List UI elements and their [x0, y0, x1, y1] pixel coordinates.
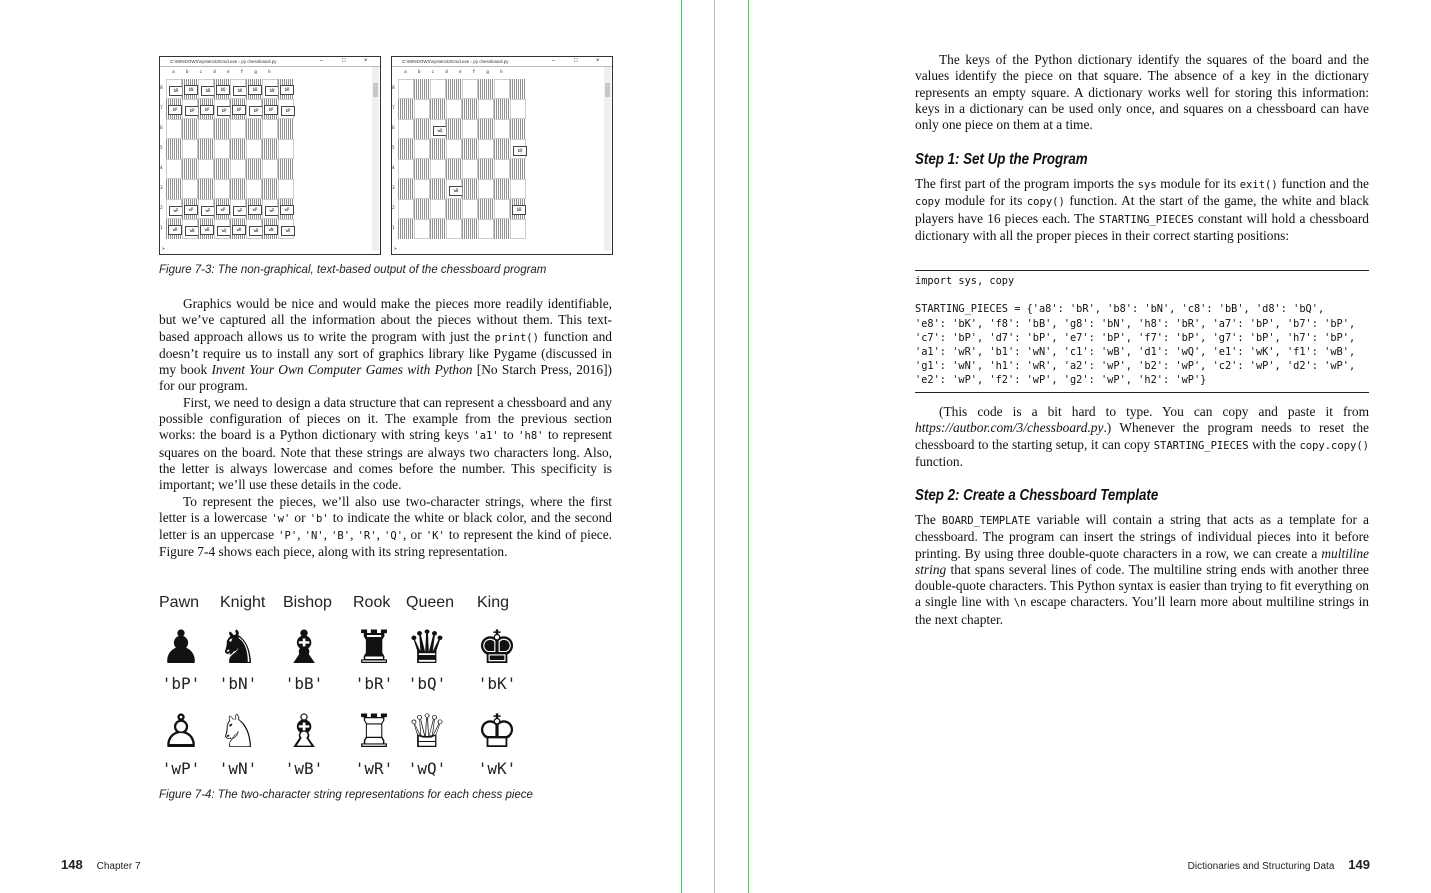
- rank-label: 1: [392, 226, 395, 231]
- console-titlebar: [160, 57, 380, 67]
- board-square: [246, 199, 262, 219]
- paragraph: The keys of the Python dictionary identify the squares of the board and the values identify the piece on that square. The absence of a key in the dictionary represents an empty square. A dictionary works well for storing this information: keys in a dictionary can be used only once, and squares on a chessboard can have only one piece on them at a time.: [915, 52, 1369, 133]
- board-square: [414, 79, 430, 99]
- board-square: [414, 219, 430, 239]
- black-king-icon: ♚: [476, 620, 518, 674]
- console-screenshot-midgame: [391, 56, 613, 255]
- board-square: [462, 119, 478, 139]
- board-square: [398, 79, 414, 99]
- piece-label: bP: [264, 105, 278, 115]
- board-columns: abcdefgh: [404, 70, 514, 75]
- board-square: [462, 79, 478, 99]
- board-square: [278, 139, 294, 159]
- board-square: [478, 139, 494, 159]
- board-square: [246, 79, 262, 99]
- board-square: [182, 139, 198, 159]
- rank-label: 2: [160, 206, 163, 211]
- rank-label: 2: [392, 206, 395, 211]
- rank-label: 1: [160, 226, 163, 231]
- board-columns: abcdefgh: [172, 70, 282, 75]
- white-rook-icon: ♖: [353, 704, 395, 758]
- board-square: [478, 99, 494, 119]
- piece-name: Bishop: [283, 594, 332, 611]
- piece-label: bQ: [513, 146, 527, 156]
- rank-label: 3: [160, 186, 163, 191]
- piece-label: bP: [217, 106, 231, 116]
- piece-label: bB: [248, 85, 262, 95]
- board-square: [214, 99, 230, 119]
- piece-label: wP: [265, 206, 279, 216]
- paragraph: First, we need to design a data structure that can represent a chessboard and any possible configuration of pieces on it. The example from the previous section works: the board is a Python dictionary with string keys 'a1' to 'h8' to represent squares on the board. Note that these strings are always two characters long. Also, the letter is always lowercase and comes before the number. This specificity is important; we’ll use these details in the code.: [159, 394, 612, 493]
- page-footer-right: [1188, 857, 1370, 872]
- piece-label: bN: [265, 86, 279, 96]
- board-square: [182, 99, 198, 119]
- piece-code: 'wK': [477, 759, 517, 778]
- board-square: [166, 79, 182, 99]
- code-line: 'g1': 'wN', 'h1': 'wR', 'a2': 'wP', 'b2': 'wP', 'c2': 'wP', 'd2': 'wP',: [915, 360, 1356, 373]
- board-square: [246, 119, 262, 139]
- board-square: [262, 99, 278, 119]
- right-body-text: [915, 176, 1369, 244]
- black-knight-icon: ♞: [217, 620, 259, 674]
- board-square: [166, 199, 182, 219]
- section-heading-step-1: Step 1: Set Up the Program: [915, 151, 1088, 168]
- board-square: [262, 79, 278, 99]
- board-square: [230, 119, 246, 139]
- board-square: [430, 119, 446, 139]
- board-square: [414, 199, 430, 219]
- rank-label: 7: [392, 106, 395, 111]
- paragraph: To represent the pieces, we’ll also use two-character strings, where the first letter is a lowercase 'w' or 'b' to indicate the white or black color, and the second letter is an uppercase 'P', 'N', 'B', 'R', 'Q', or 'K' to represent the kind of piece. Figure 7-4 shows each piece, along with its string representation.: [159, 493, 613, 560]
- board-square: [214, 119, 230, 139]
- piece-code: 'wP': [161, 759, 201, 778]
- console-prompt: >: [394, 247, 397, 252]
- paragraph: Graphics would be nice and would make the pieces more readily identifiable, but we’ve captured all the information about the pieces without them. This text-based approach allows us to write the program with just the print() function and doesn’t require us to install any sort of graphics library like Pygame (discussed in my book Invent Your Own Computer Games with Python [No Starch Press, 2016]) for our program.: [159, 296, 613, 394]
- piece-code: 'bQ': [407, 674, 447, 693]
- board-square: [214, 199, 230, 219]
- white-knight-icon: ♘: [217, 704, 259, 758]
- paragraph: (This code is a bit hard to type. You can copy and paste it from https://autbor.com/3/chessboard.py.) Whenever the program needs to reset the chessboard to the starting setup, it can copy STARTING_PIECES with the copy.copy() function.: [915, 404, 1369, 469]
- rank-label: 5: [392, 146, 395, 151]
- piece-label: wP: [201, 206, 215, 216]
- board-square: [398, 159, 414, 179]
- console-screenshot-start: [159, 56, 381, 255]
- url-link: https://autbor.com/3/chessboard.py: [915, 420, 1104, 436]
- piece-label: bR: [280, 85, 294, 95]
- board-square: [494, 179, 510, 199]
- console-prompt: >: [162, 247, 165, 252]
- black-rook-icon: ♜: [353, 620, 395, 674]
- piece-name: Knight: [220, 594, 266, 611]
- board-square: [494, 199, 510, 219]
- piece-label: wP: [216, 205, 230, 215]
- code-line: 'e2': 'wP', 'f2': 'wP', 'g2': 'wP', 'h2': 'wP'}: [915, 374, 1207, 387]
- board-square: [278, 199, 294, 219]
- board-square: [446, 119, 462, 139]
- board-square: [494, 79, 510, 99]
- board-square: [278, 219, 294, 239]
- board-square: [278, 119, 294, 139]
- board-square: [414, 179, 430, 199]
- code-listing: [915, 270, 1369, 393]
- white-king-icon: ♔: [476, 704, 518, 758]
- board-square: [198, 199, 214, 219]
- board-square: [246, 139, 262, 159]
- section-heading-step-2: Step 2: Create a Chessboard Template: [915, 487, 1159, 504]
- board-square: [446, 99, 462, 119]
- piece-code: 'wN': [218, 759, 258, 778]
- board-square: [414, 119, 430, 139]
- board-square: [430, 99, 446, 119]
- board-square: [462, 199, 478, 219]
- board-square: [510, 219, 526, 239]
- board-square: [494, 119, 510, 139]
- piece-label: wB: [449, 186, 463, 196]
- piece-label: bP: [200, 105, 214, 115]
- piece-label: wP: [169, 206, 183, 216]
- board-square: [430, 179, 446, 199]
- board-square: [166, 179, 182, 199]
- board-square: [462, 219, 478, 239]
- board-square: [398, 139, 414, 159]
- board-square: [262, 199, 278, 219]
- board-square: [462, 179, 478, 199]
- piece-code: 'bN': [218, 674, 258, 693]
- paragraph: The BOARD_TEMPLATE variable will contain a string that acts as a template for a chessboard. The program can insert the strings of individual pieces into it before printing. By using three double-quote characters in a row, we can create a multiline string that spans several lines of code. The multiline string ends with another three double-quote characters. This Python syntax is easier than trying to fit everything on a single line with \n escape characters. You’ll learn more about multiline strings in the next chapter.: [915, 512, 1370, 627]
- board-square: [462, 139, 478, 159]
- board-square: [510, 159, 526, 179]
- board-square: [214, 179, 230, 199]
- board-square: [446, 139, 462, 159]
- board-square: [198, 159, 214, 179]
- piece-label: bP: [249, 106, 263, 116]
- rank-label: 7: [160, 106, 163, 111]
- piece-label: wB: [200, 225, 214, 235]
- board-square: [198, 99, 214, 119]
- maximize-icon: □: [574, 58, 578, 64]
- board-square: [166, 119, 182, 139]
- board-square: [478, 179, 494, 199]
- board-square: [398, 99, 414, 119]
- piece-label: wR: [281, 226, 295, 236]
- board-square: [230, 99, 246, 119]
- rank-label: 4: [392, 166, 395, 171]
- board-square: [414, 99, 430, 119]
- board-square: [446, 199, 462, 219]
- board-square: [182, 79, 198, 99]
- piece-label: wP: [184, 205, 198, 215]
- piece-label: wK: [232, 225, 246, 235]
- scrollbar-thumb: [605, 83, 610, 97]
- board-square: [198, 179, 214, 199]
- right-body-text: [915, 52, 1369, 133]
- board-square: [494, 159, 510, 179]
- piece-label: bP: [185, 106, 199, 116]
- code-line: 'a1': 'wR', 'b1': 'wN', 'c1': 'wB', 'd1': 'wQ', 'e1': 'wK', 'f1': 'wB',: [915, 346, 1356, 359]
- board-square: [182, 119, 198, 139]
- close-icon: ×: [596, 58, 600, 64]
- code-line: [915, 288, 1369, 302]
- board-square: [398, 199, 414, 219]
- piece-label: wB: [249, 226, 263, 236]
- board-square: [446, 79, 462, 99]
- board-square: [262, 159, 278, 179]
- gutter-line-left: [681, 0, 682, 893]
- piece-name: Pawn: [159, 594, 200, 611]
- board-square: [510, 139, 526, 159]
- rank-label: 5: [160, 146, 163, 151]
- board-square: [182, 159, 198, 179]
- board-square: [414, 159, 430, 179]
- white-queen-icon: ♕: [406, 704, 448, 758]
- board-square: [198, 219, 214, 239]
- piece-label: bK: [233, 86, 247, 96]
- piece-label: bR: [169, 86, 183, 96]
- left-page: [0, 0, 680, 893]
- board-square: [262, 179, 278, 199]
- code-line: import sys, copy: [915, 275, 1015, 287]
- board-square: [510, 179, 526, 199]
- white-pawn-icon: ♙: [160, 704, 202, 758]
- text-board: [160, 79, 294, 239]
- piece-label: bQ: [216, 85, 230, 95]
- piece-label: wP: [248, 205, 262, 215]
- board-square: [414, 139, 430, 159]
- piece-label: wN: [185, 226, 199, 236]
- close-icon: ×: [364, 58, 368, 64]
- board-square: [166, 139, 182, 159]
- minimize-icon: –: [320, 58, 324, 64]
- page-number: 149: [1348, 857, 1370, 872]
- board-square: [246, 219, 262, 239]
- piece-label: wN: [264, 225, 278, 235]
- piece-label: bB: [512, 205, 526, 215]
- board-square: [398, 119, 414, 139]
- board-square: [182, 179, 198, 199]
- board-square: [166, 219, 182, 239]
- board-square: [494, 99, 510, 119]
- right-body-text: [915, 512, 1369, 628]
- board-square: [230, 159, 246, 179]
- piece-code: 'bB': [284, 674, 324, 693]
- console-title: C:\WINDOWS\system32\cmd.exe - py chessboard.py: [402, 59, 509, 64]
- code-line: 'c7': 'bP', 'd7': 'bP', 'e7': 'bP', 'f7': 'bP', 'g7': 'bP', 'h7': 'bP',: [915, 331, 1356, 344]
- board-square: [166, 99, 182, 119]
- board-square: [446, 219, 462, 239]
- text-board: [392, 79, 526, 239]
- right-body-text: [915, 404, 1369, 470]
- board-square: [510, 199, 526, 219]
- board-square: [462, 99, 478, 119]
- running-head: Dictionaries and Structuring Data: [1187, 861, 1335, 872]
- board-square: [510, 79, 526, 99]
- piece-label: wR: [168, 225, 182, 235]
- board-square: [478, 79, 494, 99]
- black-queen-icon: ♛: [406, 620, 448, 674]
- console-title: C:\WINDOWS\system32\cmd.exe - py chessboard.py: [170, 59, 277, 64]
- board-square: [166, 159, 182, 179]
- board-square: [478, 219, 494, 239]
- scrollbar: [372, 67, 379, 251]
- piece-code: 'bR': [354, 674, 394, 693]
- scrollbar-thumb: [373, 83, 378, 97]
- board-square: [462, 159, 478, 179]
- console-titlebar: [392, 57, 612, 67]
- board-square: [214, 139, 230, 159]
- board-square: [182, 199, 198, 219]
- black-bishop-icon: ♝: [283, 620, 325, 674]
- board-square: [198, 119, 214, 139]
- figure-caption-7-4: Figure 7-4: The two-character string representations for each chess piece: [159, 789, 533, 801]
- board-square: [494, 219, 510, 239]
- rank-label: 3: [392, 186, 395, 191]
- board-square: [182, 219, 198, 239]
- board-square: [430, 139, 446, 159]
- board-square: [510, 119, 526, 139]
- piece-label: bB: [201, 86, 215, 96]
- piece-label: wP: [233, 206, 247, 216]
- piece-code: 'wQ': [407, 759, 447, 778]
- board-square: [246, 159, 262, 179]
- board-square: [278, 99, 294, 119]
- board-square: [278, 159, 294, 179]
- board-square: [430, 219, 446, 239]
- board-square: [262, 139, 278, 159]
- gutter-line-center: [714, 0, 715, 893]
- piece-name: King: [477, 594, 510, 611]
- board-square: [198, 79, 214, 99]
- board-square: [478, 119, 494, 139]
- board-square: [278, 179, 294, 199]
- running-head: Chapter 7: [96, 861, 141, 872]
- rank-label: 8: [160, 86, 163, 91]
- chess-pieces-figure: [159, 594, 539, 784]
- piece-code: 'bP': [161, 674, 201, 693]
- rank-label: 8: [392, 86, 395, 91]
- board-square: [230, 179, 246, 199]
- maximize-icon: □: [342, 58, 346, 64]
- board-square: [214, 79, 230, 99]
- piece-label: wP: [280, 205, 294, 215]
- board-square: [430, 79, 446, 99]
- code-line: 'e8': 'bK', 'f8': 'bB', 'g8': 'bN', 'h8': 'bR', 'a7': 'bP', 'b7': 'bP',: [915, 317, 1356, 330]
- piece-code: 'wR': [354, 759, 394, 778]
- scrollbar: [604, 67, 611, 251]
- page-footer-left: [61, 857, 141, 872]
- board-square: [446, 159, 462, 179]
- piece-name: Queen: [406, 594, 455, 611]
- piece-label: bN: [184, 85, 198, 95]
- board-square: [230, 79, 246, 99]
- board-square: [262, 219, 278, 239]
- board-square: [478, 159, 494, 179]
- board-square: [510, 99, 526, 119]
- board-square: [214, 159, 230, 179]
- board-square: [262, 119, 278, 139]
- piece-label: wQ: [217, 226, 231, 236]
- rank-label: 6: [160, 126, 163, 131]
- board-square: [246, 99, 262, 119]
- minimize-icon: –: [552, 58, 556, 64]
- rank-label: 6: [392, 126, 395, 131]
- page-number: 148: [61, 857, 83, 872]
- board-square: [278, 79, 294, 99]
- board-square: [430, 159, 446, 179]
- board-square: [214, 219, 230, 239]
- board-square: [494, 139, 510, 159]
- piece-name: Rook: [353, 594, 391, 611]
- piece-code: 'bK': [477, 674, 517, 693]
- piece-label: bP: [281, 106, 295, 116]
- board-square: [246, 179, 262, 199]
- white-bishop-icon: ♗: [283, 704, 325, 758]
- code-line: STARTING_PIECES = {'a8': 'bR', 'b8': 'bN', 'c8': 'bB', 'd8': 'bQ',: [915, 303, 1325, 316]
- board-square: [478, 199, 494, 219]
- board-square: [230, 219, 246, 239]
- black-pawn-icon: ♟: [160, 620, 202, 674]
- piece-code: 'wB': [284, 759, 324, 778]
- board-square: [230, 199, 246, 219]
- board-square: [398, 179, 414, 199]
- left-body-text: [159, 296, 612, 561]
- board-square: [398, 219, 414, 239]
- piece-label: wQ: [433, 126, 447, 136]
- rank-label: 4: [160, 166, 163, 171]
- figure-caption-7-3: Figure 7-3: The non-graphical, text-based output of the chessboard program: [159, 264, 547, 276]
- board-square: [230, 139, 246, 159]
- piece-label: bP: [232, 105, 246, 115]
- paragraph: The first part of the program imports the sys module for its exit() function and the copy module for its copy() function. At the start of the game, the white and black players have 16 pieces each. The STARTING_PIECES constant will hold a chessboard dictionary with all the proper pieces in their correct starting positions:: [915, 176, 1369, 243]
- piece-label: bP: [168, 105, 182, 115]
- right-page: [749, 0, 1431, 893]
- board-square: [446, 179, 462, 199]
- board-square: [430, 199, 446, 219]
- board-square: [198, 139, 214, 159]
